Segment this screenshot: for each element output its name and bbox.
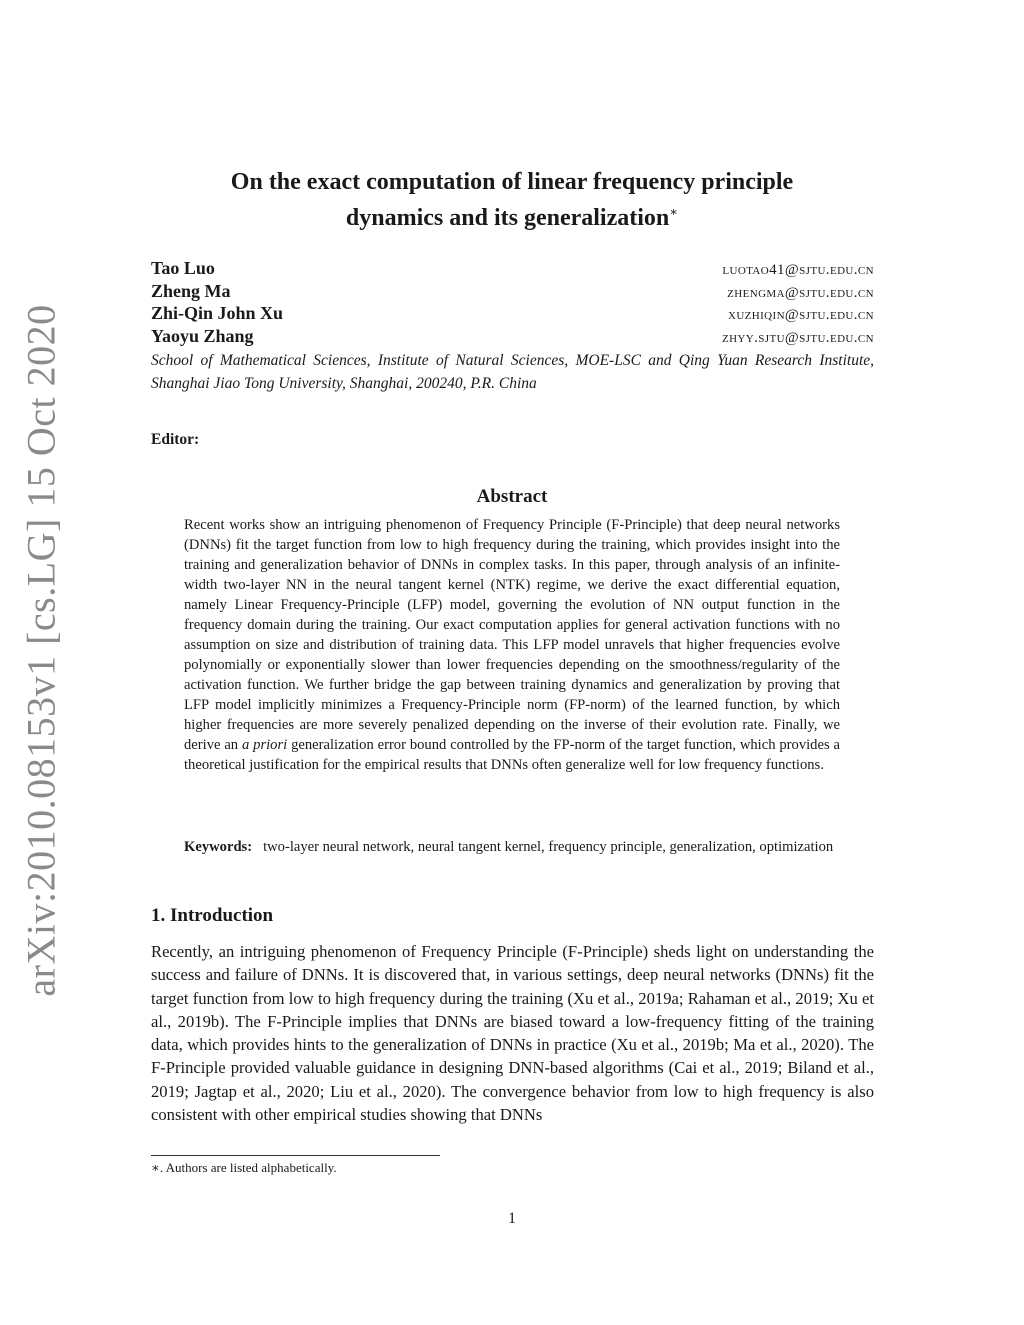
author-email: luotao41@sjtu.edu.cn (722, 262, 874, 278)
keywords-block (184, 837, 840, 857)
keywords-text: two-layer neural network, neural tangent kernel, frequency principle, generalization, optimization (263, 839, 834, 855)
abstract-text-part-2: generalization error bound controlled by the FP-norm of the target function, which provides a theoretical justification for the empirical results that DNNs often generalize well for low frequency functions. (184, 737, 840, 773)
title-line-1: On the exact computation of linear frequency principle (230, 169, 794, 195)
author-list (151, 258, 874, 348)
abstract-heading: Abstract (476, 486, 548, 507)
author-name: Yaoyu Zhang (151, 325, 254, 346)
abstract-body (184, 515, 840, 775)
title-footnote-mark: ∗ (669, 204, 679, 219)
author-name: Tao Luo (151, 258, 215, 278)
title-line-2 (150, 197, 874, 233)
author-email: xuzhiqin@sjtu.edu.cn (727, 307, 874, 323)
author-name: Zheng Ma (151, 280, 231, 301)
arxiv-identifier-stamp (18, 303, 64, 997)
author-name: Zhi-Qin John Xu (151, 303, 284, 323)
author-row (151, 281, 874, 304)
introduction-heading: 1. Introduction (151, 905, 274, 926)
title-line-2-text: dynamics and its generalization (345, 205, 670, 231)
abstract-text-part-1: Recent works show an intriguing phenomenon of Frequency Principle (F-Principle) that deep neural networks (DNNs) fit the target function from low to high frequency during the training, which provides insight into the training and generalization behavior of DNNs in complex tasks. In this paper, through analysis of an infinite-width two-layer NN in the neural tangent kernel (NTK) regime, we derive the exact differential equation, namely Linear Frequency-Principle (LFP) model, governing the evolution of NN output function in the frequency domain during the training. Our exact computation applies for general activation functions with no assumption on size and distribution of training data. This LFP model unravels that higher frequencies evolve polynomially or exponentially slower than lower frequencies depending on the smoothness/regularity of the activation function. We further bridge the gap between training dynamics and generalization by proving that LFP model implicitly minimizes a Frequency-Principle norm (FP-norm) of the learned function, by which higher frequencies are more severely penalized depending on the inverse of their evolution rate. Finally, we derive an (184, 517, 840, 753)
footnote-divider (151, 1155, 440, 1156)
footnote: ∗. Authors are listed alphabetically. (151, 1160, 337, 1175)
introduction-body: Recently, an intriguing phenomenon of Frequency Principle (F-Principle) sheds light on understanding the success and failure of DNNs. It is discovered that, in various settings, deep neural networks (DNNs) fit the target function from low to high frequency during the training (Xu et al., 2019a; Rahaman et al., 2019; Xu et al., 2019b). The F-Principle implies that DNNs are biased toward a low-frequency fitting of the training data, which provides hints to the generalization of DNNs in practice (Xu et al., 2019b; Ma et al., 2020). The F-Principle provided valuable guidance in designing DNN-based algorithms (Cai et al., 2019; Biland et al., 2019; Jagtap et al., 2020; Liu et al., 2020). The convergence behavior from low to high frequency is also consistent with other empirical studies showing that DNNs (151, 942, 874, 1125)
editor-label: Editor: (151, 431, 200, 448)
keywords-label: Keywords: (184, 839, 253, 855)
author-affiliation: School of Mathematical Sciences, Institute of Natural Sciences, MOE-LSC and Qing Yuan Research Institute, Shanghai Jiao Tong University, Shanghai, 200240, P.R. China (151, 352, 874, 392)
abstract-italic-term: a priori (241, 737, 288, 753)
paper-title (150, 167, 874, 233)
page-number: 1 (508, 1210, 516, 1227)
author-row (151, 326, 874, 349)
author-row (151, 258, 874, 281)
author-email: zhyy.sjtu@sjtu.edu.cn (721, 329, 874, 346)
author-row (151, 303, 874, 326)
author-email: zhengma@sjtu.edu.cn (727, 284, 874, 301)
arxiv-identifier-text: arXiv:2010.08153v1 [cs.LG] 15 Oct 2020 (18, 303, 64, 997)
